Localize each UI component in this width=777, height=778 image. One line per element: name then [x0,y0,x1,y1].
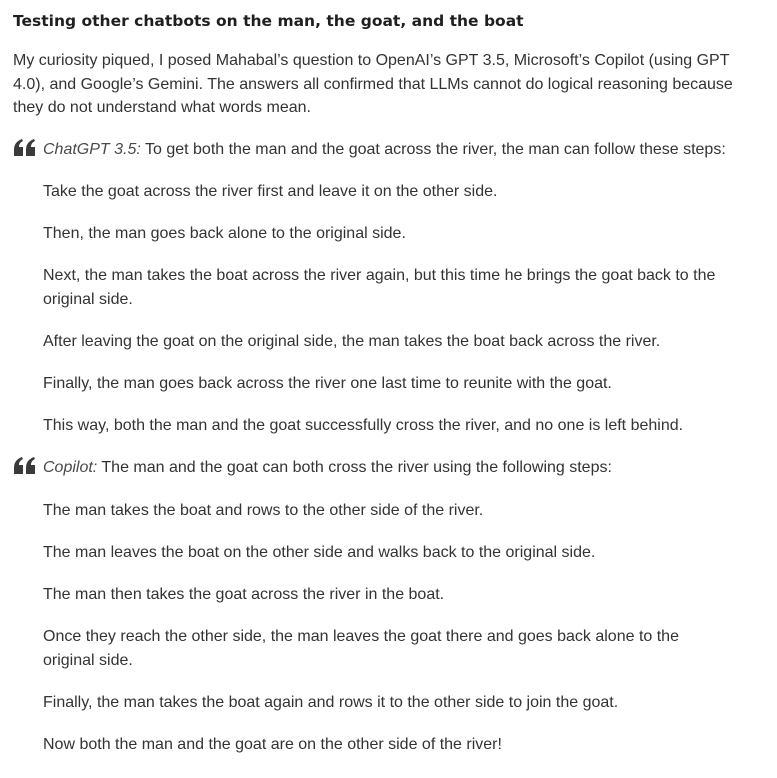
quote-step: Now both the man and the goat are on the other side of the river! [43,735,502,753]
quote-step: Finally, the man takes the boat again and rows it to the other side to join the goat. [43,693,619,711]
quote-step: The man leaves the boat on the other side and walks back to the original side. [43,543,596,561]
lead-text: To get both the man and the goat across the river, the man can follow these steps: [140,140,726,158]
quote-step: Then, the man goes back alone to the original side. [43,224,406,242]
section-heading: Testing other chatbots on the man, the goat, and the boat [13,12,524,30]
quote-step: Finally, the man goes back across the river one last time to reunite with the goat. [43,374,612,392]
blockquote-chatgpt [13,138,733,438]
quote-step: This way, both the man and the goat successfully cross the river, and no one is left behind. [43,417,684,435]
quote-step: Once they reach the other side, the man leaves the goat there and goes back alone to the original side. [43,628,679,669]
quote-step: After leaving the goat on the original side, the man takes the boat back across the river. [43,332,661,350]
lead-text: The man and the goat can both cross the river using the following steps: [97,459,612,477]
quote-mark-icon [13,139,37,157]
quote-step: Take the goat across the river first and leave it on the other side. [43,182,498,200]
quote-step: The man takes the boat and rows to the other side of the river. [43,501,484,519]
speaker-label: ChatGPT 3.5: [43,140,141,158]
quote-mark-icon [13,457,37,475]
blockquote-copilot [13,456,733,756]
intro-paragraph: My curiosity piqued, I posed Mahabal’s question to OpenAI’s GPT 3.5, Microsoft’s Copilot (using GPT 4.0), and Google’s Gemini. The answers all confirmed that LLMs cannot do logical reasoning because they do not understand what words mean. [13,52,733,116]
quote-step: Next, the man takes the boat across the river again, but this time he brings the goat back to the original side. [43,267,716,308]
speaker-label: Copilot: [43,459,98,477]
quote-lead [43,456,733,480]
quote-step: The man then takes the goat across the river in the boat. [43,585,445,603]
quote-lead [43,138,733,162]
